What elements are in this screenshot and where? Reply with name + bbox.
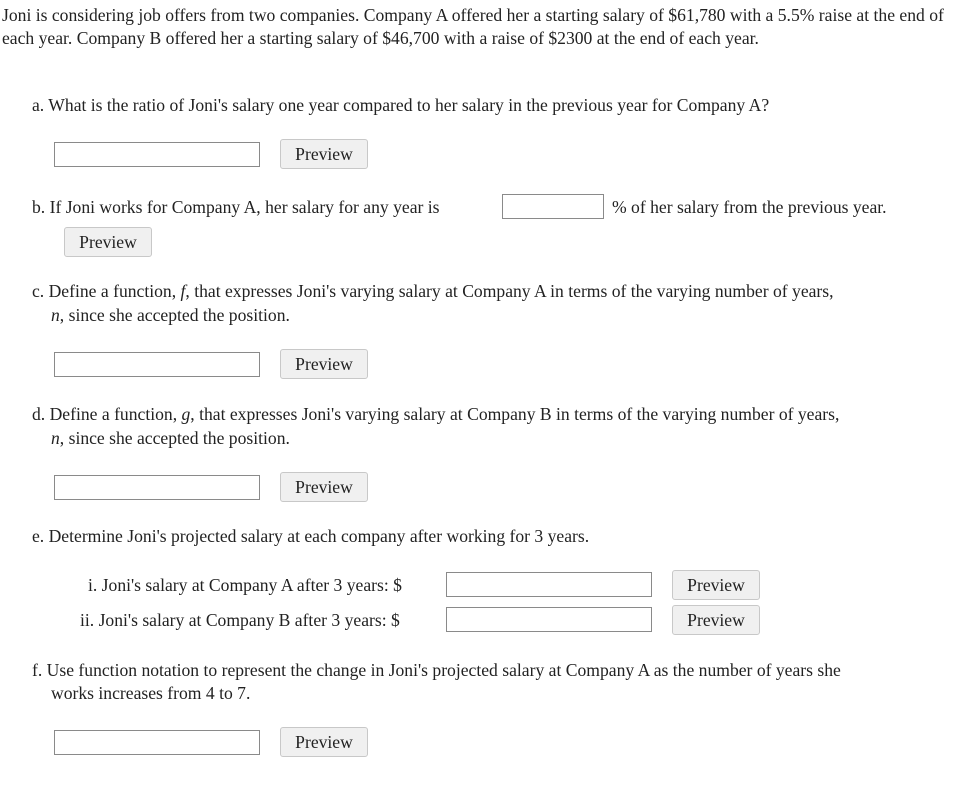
question-d-text-cont: , that expresses Joni's varying salary at Company B in terms of the varying number of years, [190, 404, 840, 424]
preview-f-button[interactable]: Preview [280, 727, 368, 757]
question-d-line2 [51, 426, 290, 450]
answer-f-input[interactable] [54, 730, 260, 755]
question-e-i: i. Joni's salary at Company A after 3 years: $ [88, 575, 402, 595]
question-c-text-cont: , that expresses Joni's varying salary at Company A in terms of the varying number of years, [185, 281, 834, 301]
answer-e-i-input[interactable] [446, 572, 652, 597]
question-d-line1 [32, 402, 839, 426]
question-f-line1: f. Use function notation to represent the change in Joni's projected salary at Company A as the number of years she [32, 660, 841, 680]
question-d-text-end: , since she accepted the position. [59, 428, 290, 448]
function-g-symbol: g [181, 404, 191, 424]
question-e: e. Determine Joni's projected salary at each company after working for 3 years. [32, 526, 590, 546]
answer-c-input[interactable] [54, 352, 260, 377]
question-b-suffix: % of her salary from the previous year. [612, 197, 887, 217]
answer-a-input[interactable] [54, 142, 260, 167]
function-f-symbol: f [180, 281, 186, 301]
preview-c-button[interactable]: Preview [280, 349, 368, 379]
preview-d-button[interactable]: Preview [280, 472, 368, 502]
problem-statement: Joni is considering job offers from two companies. Company A offered her a starting salary of $61,780 with a 5.5% raise at the end of each year. Company B offered her a starting salary of $46,700 with a raise of $2300 at the end of each year. [2, 5, 944, 48]
question-c-text: c. Define a function, [32, 281, 181, 301]
answer-d-input[interactable] [54, 475, 260, 500]
preview-a-button[interactable]: Preview [280, 139, 368, 169]
question-c-text-end: , since she accepted the position. [59, 305, 290, 325]
variable-n-symbol: n [51, 428, 60, 448]
question-c-line1 [32, 279, 834, 303]
preview-b-button[interactable]: Preview [64, 227, 152, 257]
question-e-ii: ii. Joni's salary at Company B after 3 years: $ [80, 610, 400, 630]
variable-n-symbol: n [51, 305, 60, 325]
question-b-prefix: b. If Joni works for Company A, her salary for any year is [32, 197, 440, 217]
preview-e-i-button[interactable]: Preview [672, 570, 760, 600]
question-a: a. What is the ratio of Joni's salary one year compared to her salary in the previous year for Company A? [32, 95, 770, 115]
answer-b-input[interactable] [502, 194, 604, 219]
answer-e-ii-input[interactable] [446, 607, 652, 632]
question-f-line2: works increases from 4 to 7. [51, 683, 251, 703]
question-c-line2 [51, 303, 290, 327]
question-d-text: d. Define a function, [32, 404, 182, 424]
preview-e-ii-button[interactable]: Preview [672, 605, 760, 635]
